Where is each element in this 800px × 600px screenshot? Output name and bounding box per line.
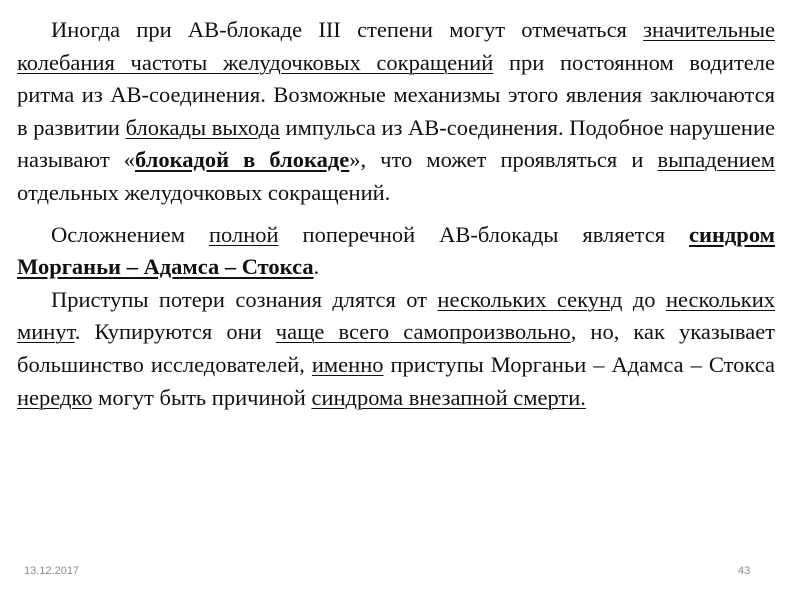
text-span: .	[313, 254, 320, 280]
text-span: Иногда при АВ-блокаде III степени могут отмечаться	[51, 17, 644, 42]
paragraph-2	[17, 219, 775, 284]
page-number: 43	[738, 565, 751, 577]
bold-underlined-term: блокадой в блокаде	[135, 147, 350, 173]
underlined-phrase: нескольких секунд	[437, 286, 623, 312]
text-span: . Купируются они	[74, 319, 276, 345]
text-span: приступы Морганьи – Адамса – Стокса	[383, 351, 775, 377]
text-span: могут быть причиной	[92, 384, 312, 410]
underlined-phrase: блокады выхода	[125, 114, 280, 140]
underlined-phrase: чаще всего самопроизвольно	[275, 319, 571, 345]
text-span: », что может проявляться и	[349, 147, 658, 173]
text-span: Осложнением	[51, 221, 209, 247]
text-span: при постоянном водителе ритма из АВ-соединения. Возможные механизмы этого явления заключаются в развитии	[17, 49, 775, 140]
underlined-phrase: нередко	[17, 384, 93, 410]
text-span: Приступы потери сознания длятся от	[51, 286, 438, 312]
underlined-phrase: полной	[209, 221, 279, 247]
underlined-phrase: именно	[311, 351, 384, 377]
text-span: до	[622, 286, 666, 312]
slide-content	[17, 14, 775, 414]
text-span: импульса из АВ-соединения. Подобное нарушение называют «	[17, 114, 775, 173]
footer-date: 13.12.2017	[24, 565, 80, 577]
text-span: отдельных желудочковых сокращений.	[17, 179, 391, 205]
underlined-phrase: значительные колебания частоты желудочковых сокращений	[17, 17, 775, 75]
underlined-phrase: нескольких минут	[17, 286, 775, 345]
text-span: поперечной АВ-блокады является	[278, 221, 690, 247]
underlined-phrase: синдрома внезапной смерти.	[311, 384, 586, 410]
paragraph-1	[17, 14, 775, 210]
bold-underlined-term: синдром Морганьи – Адамса – Стокса	[17, 221, 775, 280]
paragraph-3	[17, 284, 775, 414]
underlined-phrase: выпадением	[657, 147, 775, 173]
text-span: , но, как указывает большинство исследователей,	[17, 319, 776, 377]
